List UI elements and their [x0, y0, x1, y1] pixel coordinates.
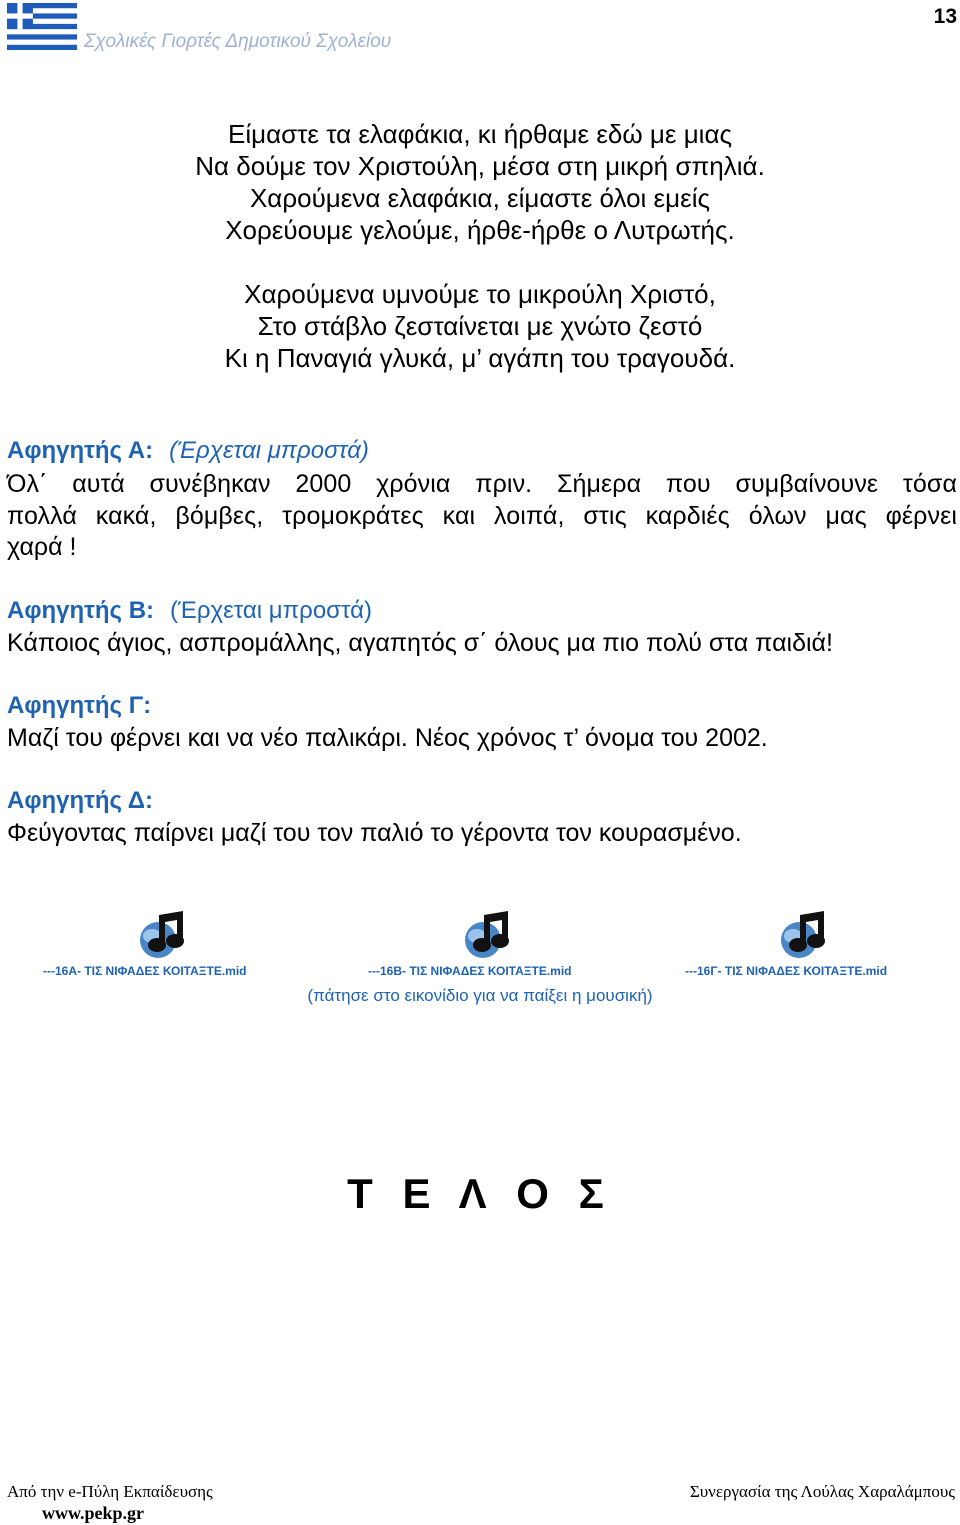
poem-stanza-1	[0, 118, 960, 246]
poem-line: Είμαστε τα ελαφάκια, κι ήρθαμε εδώ με μιας	[227, 119, 733, 149]
narrator-d-line: Φεύγοντας παίρνει μαζί του τον παλιό το γέροντα τον κουρασμένο.	[7, 819, 742, 847]
page-number: 13	[933, 5, 957, 28]
poem-line: Να δούμε τον Χριστούλη, μέσα στη μικρή σπηλιά.	[195, 151, 765, 181]
narrator-a-stage-direction: (Έρχεται μπροστά)	[169, 437, 369, 464]
narrator-a-heading	[7, 437, 369, 465]
music-file-link-c[interactable]: ---16Γ- ΤΙΣ ΝΙΦΑΔΕΣ ΚΟΙΤΑΞΤΕ.mid	[685, 964, 888, 978]
narrator-b-line: Κάποιος άγιος, ασπρομάλλης, αγαπητός σ΄ όλους μα πιο πολύ στα παιδιά!	[7, 629, 833, 657]
footer-source: Από την e-Πύλη Εκπαίδευσης	[7, 1482, 213, 1501]
page-header	[0, 0, 960, 60]
narrator-a-line: Όλ΄ αυτά συνέβηκαν 2000 χρόνια πριν. Σήμερα που συμβαίνουνε τόσα	[7, 470, 957, 498]
poem-line: Χαρούμενα ελαφάκια, είμαστε όλοι εμείς	[249, 183, 711, 213]
music-file-link-b[interactable]: ---16Β- ΤΙΣ ΝΙΦΑΔΕΣ ΚΟΙΤΑΞΤΕ.mid	[368, 964, 572, 978]
poem-line: Χαρούμενα υμνούμε το μικρούλη Χριστό,	[244, 279, 716, 309]
poem-line: Στο στάβλο ζεσταίνεται με χνώτο ζεστό	[257, 311, 703, 341]
narrator-c-line: Μαζί του φέρνει και να νέο παλικάρι. Νέος χρόνος τ’ όνομα του 2002.	[7, 724, 768, 752]
narrator-a-line: χαρά !	[7, 533, 77, 561]
music-note-icon[interactable]	[778, 911, 828, 961]
poem-line: Χορεύουμε γελούμε, ήρθε-ήρθε ο Λυτρωτής.	[225, 215, 735, 245]
footer-credit: Συνεργασία της Λούλας Χαραλάμπους	[689, 1482, 955, 1501]
narrator-a-line: πολλά κακά, βόμβες, τρομοκράτες και λοιπά, στις καρδιές όλων μας φέρνει	[7, 502, 957, 530]
narrator-b-stage-direction: (Έρχεται μπροστά)	[170, 597, 372, 624]
music-note-icon[interactable]	[137, 911, 187, 961]
end-title: Τ Ε Λ Ο Σ	[347, 1170, 613, 1217]
poem-stanza-2	[0, 278, 960, 374]
music-file-link-a[interactable]: ---16Α- ΤΙΣ ΝΙΦΑΔΕΣ ΚΟΙΤΑΞΤΕ.mid	[43, 964, 247, 978]
narrator-c-label: Αφηγητής Γ:	[7, 692, 152, 719]
narrator-b-label: Αφηγητής Β:	[7, 597, 155, 624]
music-note-icon[interactable]	[462, 911, 512, 961]
header-title: Σχολικές Γιορτές Δημοτικού Σχολείου	[84, 31, 392, 52]
narrator-a-label: Αφηγητής Α:	[7, 437, 154, 464]
footer-url-link[interactable]: www.pekp.gr	[42, 1503, 145, 1523]
poem-line: Κι η Παναγιά γλυκά, μ’ αγάπη του τραγουδά.	[224, 343, 736, 373]
narrator-d-label: Αφηγητής Δ:	[7, 787, 154, 814]
music-hint: (πάτησε στο εικονίδιο για να παίξει η μουσική)	[307, 986, 653, 1005]
greek-flag-icon	[7, 3, 77, 50]
narrator-b-heading	[7, 597, 372, 625]
